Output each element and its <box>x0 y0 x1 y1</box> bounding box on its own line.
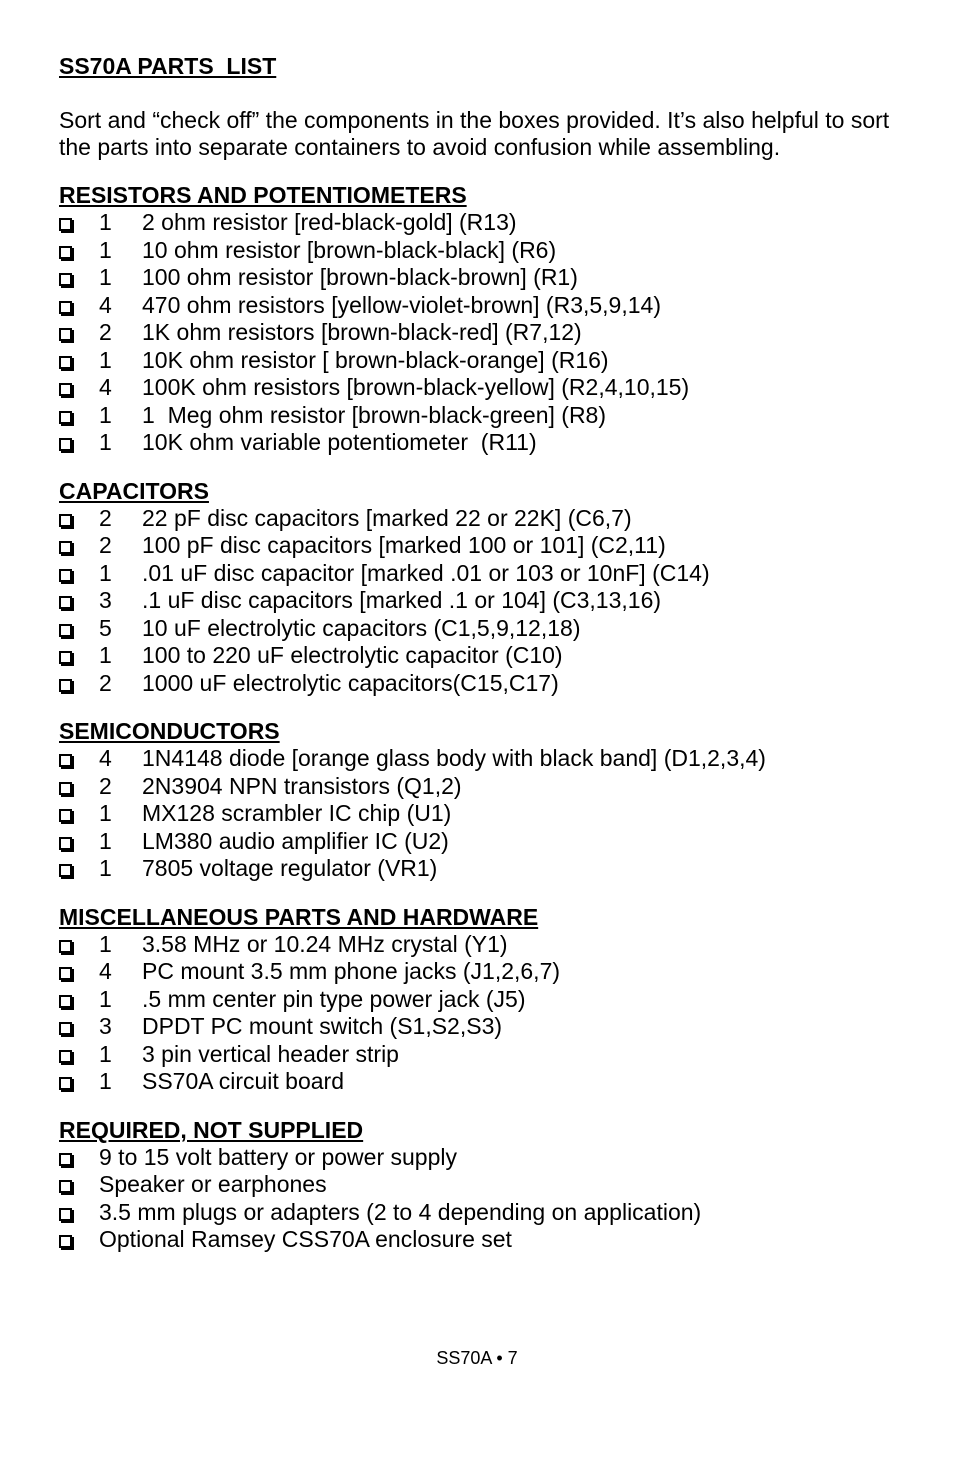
parts-checklist <box>59 745 899 883</box>
checklist-item <box>59 745 899 773</box>
item-quantity: 4 <box>99 745 112 771</box>
item-description: 22 pF disc capacitors [marked 22 or 22K] (C6,7) <box>142 504 632 531</box>
checklist-item <box>59 347 899 375</box>
checklist-item <box>59 615 899 643</box>
item-quantity: 1 <box>99 930 112 957</box>
item-quantity: 1 <box>99 855 112 881</box>
intro-paragraph: Sort and “check off” the components in the boxes provided. It’s also helpful to sort the parts into separate containers to avoid confusion while assembling. <box>59 107 890 160</box>
item-description: 3 pin vertical header strip <box>142 1040 399 1067</box>
checkbox-icon[interactable] <box>59 301 72 314</box>
parts-sections <box>59 182 899 1254</box>
item-description: 100 ohm resistor [brown-black-brown] (R1) <box>142 264 578 290</box>
item-quantity: 3 <box>99 1013 112 1039</box>
checklist-item <box>59 209 899 237</box>
item-quantity: 1 <box>99 642 112 668</box>
item-description: 10 uF electrolytic capacitors (C1,5,9,12,18) <box>142 614 581 641</box>
item-description: 100K ohm resistors [brown-black-yellow] (R2,4,10,15) <box>142 374 690 400</box>
item-description: 7805 voltage regulator (VR1) <box>142 855 438 881</box>
checklist-item <box>59 1068 899 1096</box>
item-quantity: 1 <box>99 346 112 373</box>
item-description: 3.58 MHz or 10.24 MHz crystal (Y1) <box>142 930 508 957</box>
section-heading: SEMICONDUCTORS <box>59 718 280 744</box>
item-description: 9 to 15 volt battery or power supply <box>99 1143 457 1170</box>
item-description: 1000 uF electrolytic capacitors(C15,C17) <box>142 669 559 696</box>
item-description: .1 uF disc capacitors [marked .1 or 104] (C3,13,16) <box>142 587 662 613</box>
parts-section <box>59 478 899 698</box>
page-footer: SS70A • 7 <box>436 1348 518 1368</box>
checkbox-icon[interactable] <box>59 328 72 341</box>
checklist-item <box>59 773 899 801</box>
checklist-item <box>59 1041 899 1069</box>
parts-section <box>59 1117 899 1254</box>
checklist-item <box>59 429 899 457</box>
checkbox-icon[interactable] <box>59 651 72 664</box>
checklist-item <box>59 374 899 402</box>
section-heading: CAPACITORS <box>59 477 209 504</box>
checkbox-icon[interactable] <box>59 596 72 609</box>
item-description: 470 ohm resistors [yellow-violet-brown] (R3,5,9,14) <box>142 291 661 318</box>
checklist-item <box>59 958 899 986</box>
item-quantity: 3 <box>99 587 112 613</box>
item-quantity: 2 <box>99 669 112 696</box>
checkbox-icon[interactable] <box>59 356 72 369</box>
checkbox-icon[interactable] <box>59 1077 72 1090</box>
checkbox-icon[interactable] <box>59 273 72 286</box>
parts-checklist <box>59 505 899 698</box>
page-title: SS70A PARTS LIST <box>59 53 277 79</box>
checklist-item <box>59 560 899 588</box>
checkbox-icon[interactable] <box>59 541 72 554</box>
checklist-item <box>59 264 899 292</box>
checkbox-icon[interactable] <box>59 1050 72 1063</box>
checkbox-icon[interactable] <box>59 864 72 877</box>
checkbox-icon[interactable] <box>59 809 72 822</box>
item-description: SS70A circuit board <box>142 1068 345 1094</box>
parts-section <box>59 718 899 883</box>
item-description: 2 ohm resistor [red-black-gold] (R13) <box>142 209 517 235</box>
item-description: 1 Meg ohm resistor [brown-black-green] (R8) <box>142 401 606 428</box>
parts-section <box>59 182 899 457</box>
item-quantity: 1 <box>99 1068 112 1094</box>
item-quantity: 2 <box>99 532 112 558</box>
item-quantity: 4 <box>99 291 112 318</box>
item-description: MX128 scrambler IC chip (U1) <box>142 800 452 826</box>
checklist-item <box>59 237 899 265</box>
item-description: DPDT PC mount switch (S1,S2,S3) <box>142 1013 503 1039</box>
item-quantity: 1 <box>99 429 112 455</box>
checklist-item <box>59 1199 899 1227</box>
checklist-item <box>59 1013 899 1041</box>
item-quantity: 1 <box>99 264 112 290</box>
checklist-item <box>59 1226 899 1254</box>
item-quantity: 5 <box>99 614 112 641</box>
checkbox-icon[interactable] <box>59 995 72 1008</box>
checkbox-icon[interactable] <box>59 218 72 231</box>
checklist-item <box>59 986 899 1014</box>
checklist-item <box>59 855 899 883</box>
section-heading: REQUIRED, NOT SUPPLIED <box>59 1116 364 1143</box>
parts-section <box>59 904 899 1096</box>
checkbox-icon[interactable] <box>59 837 72 850</box>
checklist-item <box>59 1171 899 1199</box>
checkbox-icon[interactable] <box>59 1022 72 1035</box>
checklist-item <box>59 642 899 670</box>
parts-checklist <box>59 1144 899 1254</box>
checkbox-icon[interactable] <box>59 967 72 980</box>
checkbox-icon[interactable] <box>59 1208 72 1221</box>
checkbox-icon[interactable] <box>59 782 72 795</box>
item-quantity: 4 <box>99 958 112 984</box>
section-heading: MISCELLANEOUS PARTS AND HARDWARE <box>59 903 539 930</box>
checkbox-icon[interactable] <box>59 383 72 396</box>
parts-list-page <box>59 52 899 1254</box>
item-description: LM380 audio amplifier IC (U2) <box>142 827 449 854</box>
section-heading: RESISTORS AND POTENTIOMETERS <box>59 182 467 208</box>
checkbox-icon[interactable] <box>59 679 72 692</box>
checklist-item <box>59 505 899 533</box>
item-quantity: 1 <box>99 401 112 428</box>
item-quantity: 1 <box>99 827 112 854</box>
item-quantity: 1 <box>99 1040 112 1067</box>
checklist-item <box>59 292 899 320</box>
checkbox-icon[interactable] <box>59 1153 72 1166</box>
checklist-item <box>59 670 899 698</box>
item-quantity: 2 <box>99 504 112 531</box>
checkbox-icon[interactable] <box>59 624 72 637</box>
item-quantity: 4 <box>99 374 112 400</box>
checkbox-icon[interactable] <box>59 246 72 259</box>
checklist-item <box>59 402 899 430</box>
checkbox-icon[interactable] <box>59 1235 72 1248</box>
checklist-item <box>59 1144 899 1172</box>
parts-checklist <box>59 209 899 457</box>
item-description: .5 mm center pin type power jack (J5) <box>142 985 526 1012</box>
item-description: 10K ohm variable potentiometer (R11) <box>142 429 537 455</box>
item-description: 100 to 220 uF electrolytic capacitor (C10) <box>142 642 563 668</box>
checklist-item <box>59 828 899 856</box>
item-quantity: 2 <box>99 772 112 799</box>
checklist-item <box>59 319 899 347</box>
item-description: 1K ohm resistors [brown-black-red] (R7,12) <box>142 319 582 345</box>
item-description: 10 ohm resistor [brown-black-black] (R6) <box>142 236 557 263</box>
item-description: 1N4148 diode [orange glass body with black band] (D1,2,3,4) <box>142 745 766 771</box>
item-description: Optional Ramsey CSS70A enclosure set <box>99 1226 512 1252</box>
item-description: 3.5 mm plugs or adapters (2 to 4 depending on application) <box>99 1198 702 1225</box>
parts-checklist <box>59 931 899 1096</box>
checklist-item <box>59 800 899 828</box>
checkbox-icon[interactable] <box>59 754 72 767</box>
item-quantity: 1 <box>99 236 112 263</box>
checkbox-icon[interactable] <box>59 438 72 451</box>
checklist-item <box>59 931 899 959</box>
item-description: 100 pF disc capacitors [marked 100 or 101] (C2,11) <box>142 532 666 558</box>
item-description: .01 uF disc capacitor [marked .01 or 103 or 10nF] (C14) <box>142 559 710 586</box>
item-quantity: 1 <box>99 209 112 235</box>
item-description: PC mount 3.5 mm phone jacks (J1,2,6,7) <box>142 958 561 984</box>
checkbox-icon[interactable] <box>59 514 72 527</box>
item-description: 2N3904 NPN transistors (Q1,2) <box>142 772 462 799</box>
checkbox-icon[interactable] <box>59 411 72 424</box>
checklist-item <box>59 532 899 560</box>
item-quantity: 1 <box>99 985 112 1012</box>
checkbox-icon[interactable] <box>59 940 72 953</box>
item-quantity: 1 <box>99 559 112 586</box>
checklist-item <box>59 587 899 615</box>
checkbox-icon[interactable] <box>59 569 72 582</box>
checkbox-icon[interactable] <box>59 1180 72 1193</box>
item-description: Speaker or earphones <box>99 1171 327 1197</box>
item-description: 10K ohm resistor [ brown-black-orange] (R16) <box>142 346 609 373</box>
item-quantity: 1 <box>99 800 112 826</box>
item-quantity: 2 <box>99 319 112 345</box>
